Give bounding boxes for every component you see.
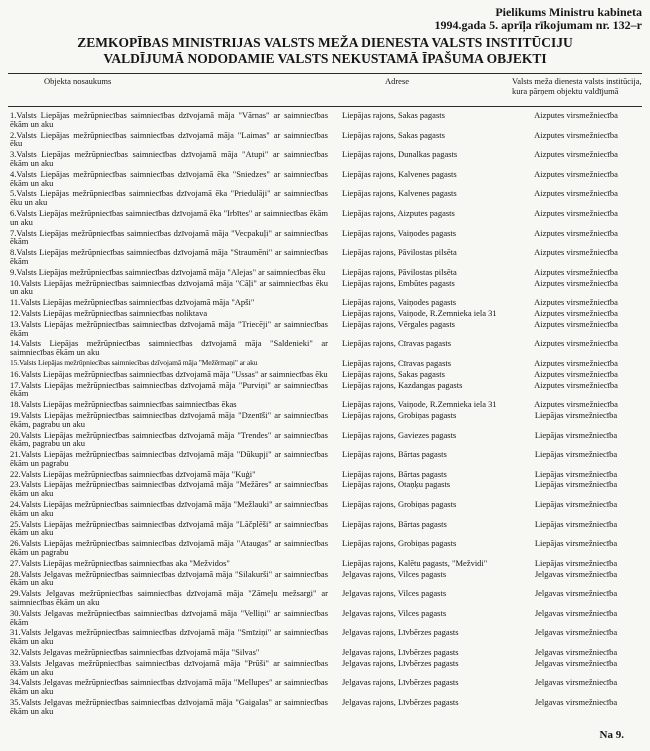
object-cell: 21.Valsts Liepājas mežrūpniecības saimniecības dzīvojamā māja "Dūkupji" ar saimniecības ēkām un pagrabu [10, 449, 328, 468]
address-cell: Jelgavas rajons, Līvbērzes pagasts [342, 657, 459, 668]
table-row [8, 609, 642, 627]
table-row [8, 209, 642, 227]
object-cell: 26.Valsts Liepājas mežrūpniecības saimniecības dzīvojamā māja "Ataugas" ar saimniecības ēkām un pagrabu [10, 538, 328, 558]
table-row [8, 320, 642, 338]
address-cell: Liepājas rajons, Sakas pagasts [342, 110, 445, 120]
institution-cell: Aizputes virsmežniecība [534, 379, 618, 390]
table-row [8, 648, 642, 657]
object-cell: 2.Valsts Liepājas mežrūpniecības saimniecības dzīvojamā māja "Laimas" ar saimniecības ēku [10, 129, 328, 149]
table-header-row [8, 74, 642, 106]
table-row [8, 381, 642, 399]
object-cell: 15.Valsts Liepājas mežrūpniecības saimniecības dzīvojamā māja "Mežērmaņi" ar aku [10, 357, 258, 367]
table-row [8, 279, 642, 297]
address-cell: Liepājas rajons, Bārtas pagasts [342, 518, 447, 529]
address-cell: Liepājas rajons, Sakas pagasts [342, 129, 445, 140]
table-row [8, 298, 642, 307]
object-cell: 29.Valsts Jelgavas mežrūpniecības saimniecības dzīvojamā māja "Zāmeļu mežsargi" ar saimniecības ēkām un aku [10, 588, 328, 608]
institution-cell: Aizputes virsmežniecība [534, 168, 618, 179]
address-cell: Jelgavas rajons, Līvbērzes pagasts [342, 677, 459, 688]
table-row [8, 411, 642, 429]
institution-cell: Aizputes virsmežniecība [534, 318, 618, 329]
address-cell: Liepājas rajons, Dunalkas pagasts [342, 149, 458, 160]
object-cell: 28.Valsts Jelgavas mežrūpniecības saimniecības dzīvojamā māja "Silakurši" ar saimniecības ēkām un aku [10, 568, 328, 588]
object-cell: 9.Valsts Liepājas mežrūpniecības saimniecības dzīvojamā māja "Alejas" ar saimniecības ēku [10, 266, 326, 277]
institution-cell: Liepājas virsmežniecība [534, 538, 618, 549]
institution-cell: Aizputes virsmežniecība [534, 277, 618, 288]
object-cell: 19.Valsts Liepājas mežrūpniecības saimniecības dzīvojamā māja "Dzenīši" ar saimniecības ēkām, pagrabu un aku [10, 409, 328, 429]
object-cell: 17.Valsts Liepājas mežrūpniecības saimniecības dzīvojamā māja "Purviņi" ar saimniecības ēkām [10, 379, 328, 399]
address-cell: Liepājas rajons, Gaviezes pagasts [342, 429, 457, 440]
address-cell: Jelgavas rajons, Līvbērzes pagasts [342, 627, 459, 638]
table-row [8, 520, 642, 538]
institution-cell: Liepājas virsmežniecība [534, 468, 618, 479]
table-row [8, 678, 642, 696]
address-cell: Liepājas rajons, Embūtes pagasts [342, 277, 455, 288]
institution-cell: Aizputes virsmežniecība [534, 297, 618, 308]
address-cell: Liepājas rajons, Cīravas pagasts [342, 357, 452, 368]
address-cell: Liepājas rajons, Pāvilostas pilsēta [342, 247, 457, 258]
object-cell: 13.Valsts Liepājas mežrūpniecības saimniecības dzīvojamā māja "Triecēji" ar saimniecības ēkām [10, 318, 328, 338]
object-cell: 32.Valsts Jelgavas mežrūpniecības saimniecības dzīvojamā māja "Silvas" [10, 647, 260, 658]
institution-cell: Aizputes virsmežniecība [534, 357, 618, 368]
institution-cell: Jelgavas virsmežniecība [534, 627, 618, 638]
table-row [8, 400, 642, 409]
document-title [8, 35, 642, 67]
object-cell: 24.Valsts Liepājas mežrūpniecības saimniecības dzīvojamā māja "Mežlauki" ar saimniecības ēkām un aku [10, 499, 328, 518]
object-cell: 11.Valsts Liepājas mežrūpniecības saimniecības dzīvojamā māja "Apši" [10, 297, 255, 308]
address-cell: Jelgavas rajons, Vilces pagasts [342, 588, 447, 599]
institution-cell: Jelgavas virsmežniecība [534, 647, 618, 658]
table-body [8, 111, 642, 716]
table-row [8, 539, 642, 557]
page-mark: Na 9. [599, 729, 624, 741]
object-cell: 7.Valsts Liepājas mežrūpniecības saimniecības dzīvojamā māja "Vecpakuļi" ar saimniecības ēkām [10, 227, 328, 247]
institution-cell: Jelgavas virsmežniecība [534, 607, 618, 618]
table-row [8, 170, 642, 188]
table-row [8, 589, 642, 607]
object-cell: 20.Valsts Liepājas mežrūpniecības saimniecības dzīvojamā māja "Trendes" ar saimniecības ēkām, pagrabu un aku [10, 429, 328, 449]
object-cell: 25.Valsts Liepājas mežrūpniecības saimniecības dzīvojamā māja "Lāčplēši" ar saimniecības ēkām un aku [10, 518, 328, 538]
table-header-rule [8, 106, 642, 107]
address-cell: Liepājas rajons, Cīravas pagasts [342, 338, 452, 349]
object-cell: 34.Valsts Jelgavas mežrūpniecības saimniecības dzīvojamā māja "Mellupes" ar saimniecības ēkām un aku [10, 677, 328, 697]
table-row [8, 698, 642, 716]
table-row [8, 229, 642, 247]
address-cell: Liepājas rajons, Pāvilostas pilsēta [342, 266, 457, 277]
address-cell: Liepājas rajons, Vaiņodes pagasts [342, 297, 457, 308]
object-cell: 4.Valsts Liepājas mežrūpniecības saimniecības dzīvojamā ēka "Sniedzes" ar saimniecības ēkām un aku [10, 168, 328, 188]
institution-cell: Jelgavas virsmežniecība [534, 588, 618, 599]
annex-line-2: 1994.gada 5. aprīļa rīkojumam nr. 132–r [434, 18, 642, 32]
table-row [8, 659, 642, 677]
annex-line-1: Pielikums Ministru kabineta [495, 5, 642, 19]
institution-cell: Aizputes virsmežniecība [534, 110, 618, 120]
table-row [8, 500, 642, 518]
address-cell: Jelgavas rajons, Vilces pagasts [342, 607, 447, 618]
table-row [8, 628, 642, 646]
address-cell: Liepājas rajons, Grobiņas pagasts [342, 499, 457, 510]
table-row [8, 370, 642, 379]
table-row [8, 570, 642, 588]
table-row [8, 248, 642, 266]
table-row [8, 470, 642, 479]
institution-cell: Aizputes virsmežniecība [534, 188, 618, 199]
object-cell: 18.Valsts Liepājas mežrūpniecības saimniecības saimniecības ēkas [10, 399, 237, 410]
object-cell: 27.Valsts Liepājas mežrūpniecības saimniecības aka "Mežvidos" [10, 557, 230, 568]
institution-cell: Jelgavas virsmežniecība [534, 568, 618, 579]
object-cell: 10.Valsts Liepājas mežrūpniecības saimniecības dzīvojamā māja "Cāļi" ar saimniecības ēku un aku [10, 277, 328, 297]
address-cell: Jelgavas rajons, Līvbērzes pagasts [342, 647, 459, 658]
table-row [8, 309, 642, 318]
object-cell: 33.Valsts Jelgavas mežrūpniecības saimniecības dzīvojamā māja "Prūši" ar saimniecības ēkām un aku [10, 657, 328, 677]
institution-cell: Aizputes virsmežniecība [534, 399, 618, 410]
object-cell: 14.Valsts Liepājas mežrūpniecības saimniecības dzīvojamā māja "Saldenieki" ar saimniecības ēkām un aku [10, 338, 328, 358]
object-cell: 16.Valsts Liepājas mežrūpniecības saimniecības dzīvojamā māja "Ussas" ar saimniecības ēku [10, 368, 328, 379]
address-cell: Liepājas rajons, Vērgales pagasts [342, 318, 455, 329]
institution-cell: Aizputes virsmežniecība [534, 368, 618, 379]
column-header-object: Objekta nosaukums [44, 76, 112, 86]
institution-cell: Liepājas virsmežniecība [534, 518, 618, 529]
object-cell: 6.Valsts Liepājas mežrūpniecības saimniecības dzīvojamā ēka "Irbītes" ar saimniecības ēkām un aku [10, 207, 328, 227]
institution-cell: Aizputes virsmežniecība [534, 207, 618, 218]
object-cell: 5.Valsts Liepājas mežrūpniecības saimniecības dzīvojamā ēka "Priedulāji" ar saimniecības ēku un aku [10, 188, 328, 208]
address-cell: Liepājas rajons, Otaņķu pagasts [342, 479, 451, 490]
institution-cell: Liepājas virsmežniecība [534, 429, 618, 440]
table-row [8, 111, 642, 129]
institution-cell: Aizputes virsmežniecība [534, 247, 618, 258]
table-row [8, 431, 642, 449]
address-cell: Liepājas rajons, Grobiņas pagasts [342, 538, 457, 549]
address-cell: Liepājas rajons, Aizputes pagasts [342, 207, 455, 218]
address-cell: Liepājas rajons, Grobiņas pagasts [342, 409, 457, 420]
object-cell: 12.Valsts Liepājas mežrūpniecības saimniecības noliktava [10, 307, 208, 318]
object-cell: 3.Valsts Liepājas mežrūpniecības saimniecības dzīvojamā māja "Atupi" ar saimniecības ēkām un aku [10, 149, 328, 168]
table-row [8, 450, 642, 468]
table-row [8, 268, 642, 277]
table-row [8, 359, 642, 368]
institution-cell: Aizputes virsmežniecība [534, 307, 618, 318]
institution-cell: Aizputes virsmežniecība [534, 129, 618, 140]
object-cell: 8.Valsts Liepājas mežrūpniecības saimniecības dzīvojamā māja "Straumēni" ar saimniecības ēkām [10, 247, 328, 266]
institution-cell: Liepājas virsmežniecība [534, 449, 618, 460]
column-header-institution: Valsts meža dienesta valsts institūcija, kura pārņem objektu valdījumā [512, 76, 642, 96]
object-cell: 31.Valsts Jelgavas mežrūpniecības saimniecības dzīvojamā māja "Smīziņi" ar saimniecības ēkām un aku [10, 627, 328, 647]
institution-cell: Liepājas virsmežniecība [534, 479, 618, 490]
institution-cell: Aizputes virsmežniecība [534, 266, 618, 277]
title-line-1: ZEMKOPĪBAS MINISTRIJAS VALSTS MEŽA DIENESTA VALSTS INSTITŪCIJU [77, 35, 573, 50]
address-cell: Liepājas rajons, Bārtas pagasts [342, 449, 447, 460]
address-cell: Liepājas rajons, Kalvenes pagasts [342, 188, 457, 199]
institution-cell: Jelgavas virsmežniecība [534, 677, 618, 688]
table-row [8, 559, 642, 568]
address-cell: Jelgavas rajons, Līvbērzes pagasts [342, 697, 459, 708]
annex-reference [8, 6, 642, 32]
institution-cell: Liepājas virsmežniecība [534, 499, 618, 510]
address-cell: Liepājas rajons, Kalvenes pagasts [342, 168, 457, 179]
table-row [8, 189, 642, 207]
column-header-address: Adrese [384, 76, 410, 86]
table-row [8, 150, 642, 168]
table-row [8, 131, 642, 149]
address-cell: Jelgavas rajons, Vilces pagasts [342, 568, 447, 579]
institution-cell: Aizputes virsmežniecība [534, 227, 618, 238]
institution-cell: Liepājas virsmežniecība [534, 409, 618, 420]
object-cell: 30.Valsts Jelgavas mežrūpniecības saimniecības dzīvojamā māja "Velliņi" ar saimniecības ēkām [10, 607, 328, 627]
address-cell: Liepājas rajons, Vaiņode, R.Zemnieka iela 31 [342, 307, 497, 318]
address-cell: Liepājas rajons, Vaiņode, R.Zemnieka iela 31 [342, 399, 497, 410]
object-cell: 22.Valsts Liepājas mežrūpniecības saimniecības dzīvojamā māja "Kuģi" [10, 468, 256, 479]
title-line-2: VALDĪJUMĀ NODODAMIE VALSTS NEKUSTAMĀ ĪPAŠUMA OBJEKTI [103, 51, 547, 66]
institution-cell: Aizputes virsmežniecība [534, 338, 618, 349]
institution-cell: Liepājas virsmežniecība [534, 557, 618, 568]
address-cell: Liepājas rajons, Sakas pagasts [342, 368, 445, 379]
table-row [8, 480, 642, 498]
table-row [8, 339, 642, 357]
institution-cell: Jelgavas virsmežniecība [534, 657, 618, 668]
institution-cell: Aizputes virsmežniecība [534, 149, 618, 160]
address-cell: Liepājas rajons, Vaiņodes pagasts [342, 227, 457, 238]
address-cell: Liepājas rajons, Kazdangas pagasts [342, 379, 463, 390]
institution-cell: Jelgavas virsmežniecība [534, 697, 618, 708]
object-cell: 35.Valsts Jelgavas mežrūpniecības saimniecības dzīvojamā māja "Gaigalas" ar saimniecības ēkām un aku [10, 697, 328, 716]
object-cell: 1.Valsts Liepājas mežrūpniecības saimniecības dzīvojamā māja "Vārnas" ar saimniecības ēkām un aku [10, 110, 328, 129]
address-cell: Liepājas rajons, Bārtas pagasts [342, 468, 447, 479]
object-cell: 23.Valsts Liepājas mežrūpniecības saimniecības dzīvojamā māja "Mežāres" ar saimniecības ēkām un aku [10, 479, 328, 499]
address-cell: Liepājas rajons, Kalētu pagasts, "Mežvidi" [342, 557, 488, 568]
